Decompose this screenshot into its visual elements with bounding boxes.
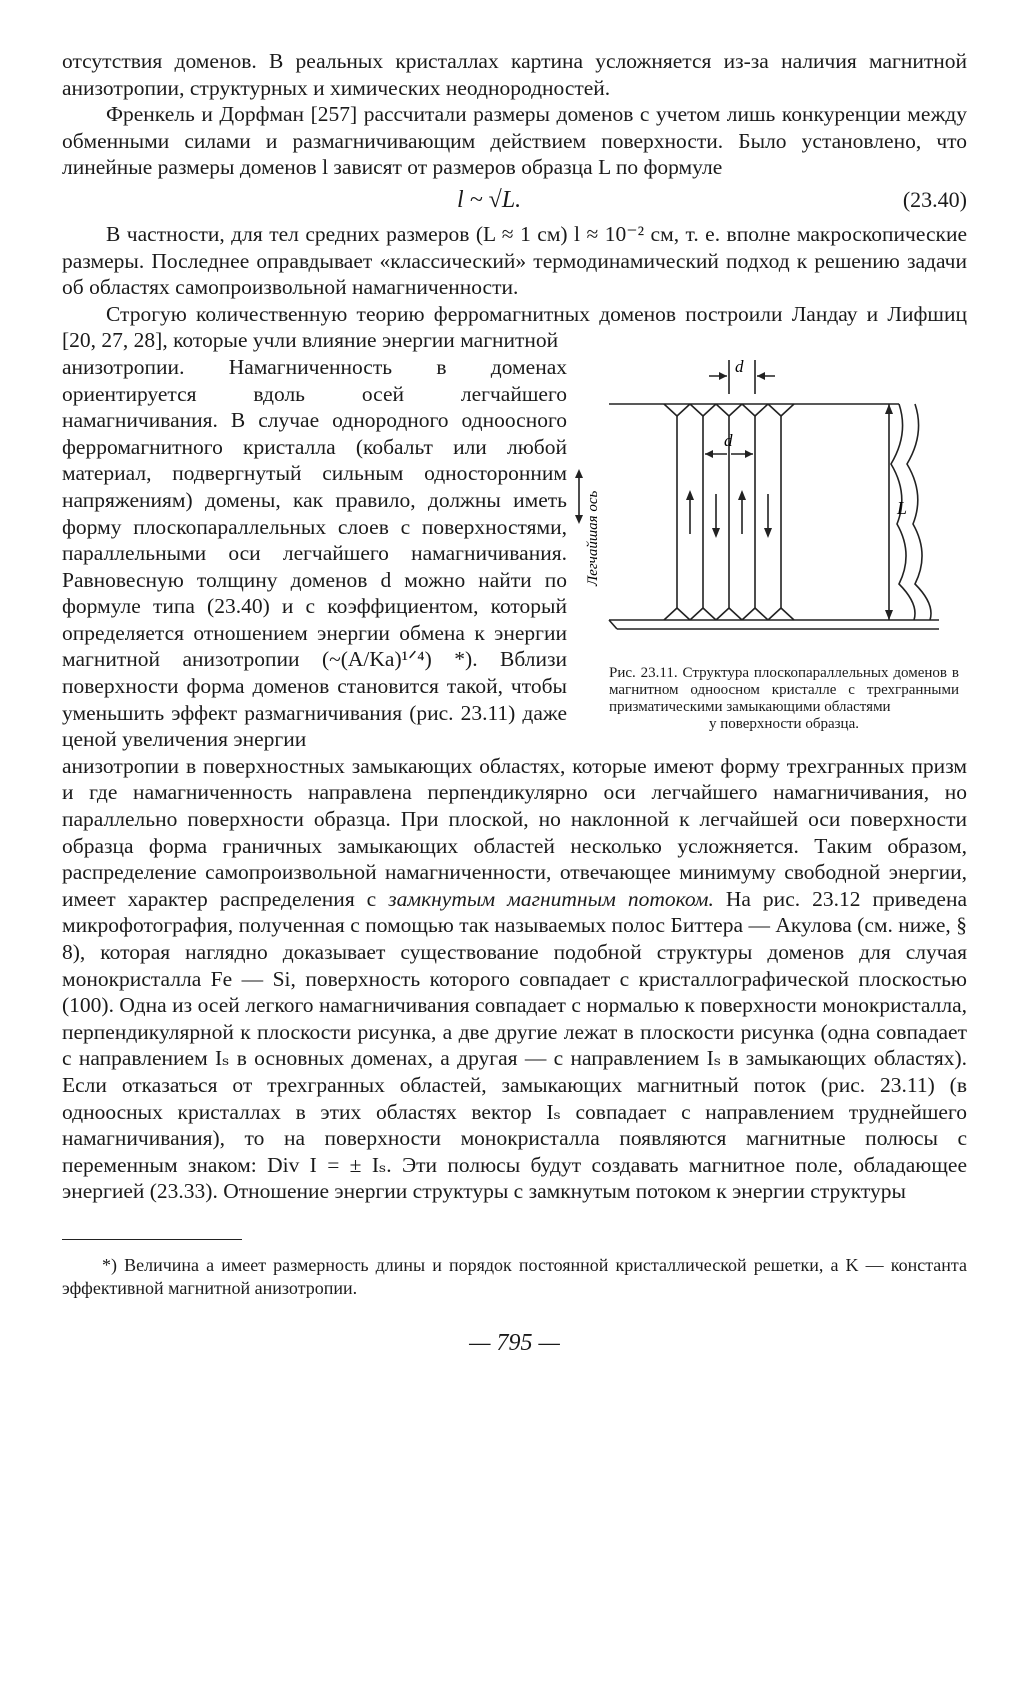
page-number: — 795 —	[469, 1329, 560, 1356]
paragraph-2: Френкель и Дорфман [257] рассчитали размеры доменов с учетом лишь конкуренции между обменными силами и размагничивающим действием поверхности. Было установлено, что линейные размеры доменов l зависят от размеров образца L по формуле	[62, 102, 967, 180]
paragraph-4a: Строгую количественную теорию ферромагнитных доменов построили Ландау и Лифшиц [20, 27, 28], которые учли влияние энергии магнитной	[62, 301, 967, 353]
paragraph-4c	[62, 753, 967, 1205]
caption-line-1: Рис. 23.11. Структура плоскопараллельных доменов в магнитном одноосном кристалле с трехгранными призматическими замыкающими областями	[609, 664, 959, 715]
label-L: L	[897, 497, 908, 518]
domain-structure-diagram	[569, 354, 967, 654]
formula-expression: l ~ √L.	[457, 186, 522, 213]
figure-caption	[609, 665, 959, 733]
caption-line-2: у поверхности образца.	[709, 715, 859, 732]
footnote: *) Величина a имеет размерность длины и порядок постоянной кристаллической решетки, а K — константа эффективной магнитной анизотропии.	[62, 1254, 967, 1298]
label-d-mid: d	[724, 430, 733, 450]
paragraph-4c-italic: замкнутым магнитным потоком.	[388, 886, 714, 911]
text-figure-wrap	[62, 354, 967, 753]
footnote-rule	[62, 1239, 242, 1240]
label-d-top: d	[735, 356, 744, 376]
paragraph-4b: анизотропии. Намагниченность в доменах ориентируется вдоль осей легчайшего намагничивания. В случае однородного одноосного ферромагнитного кристалла (кобальт или любой материал, подвергнутый сильным односторонним напряжениям) домены, как правило, должны иметь форму плоскопараллельных слоев с поверхностями, параллельными оси легчайшего намагничивания. Равновесную толщину доменов d можно найти по формуле типа (23.40) и с коэффициентом, который определяется отношением энергии обмена к энергии магнитной анизотропии (~(A/Ka)¹ᐟ⁴) *). Вблизи поверхности форма доменов становится такой, чтобы уменьшить эффект размагничивания (рис. 23.11) даже ценой увеличения энергии	[62, 354, 567, 752]
paragraph-4d-text: На рис. 23.12 приведена микрофотография, полученная с помощью так называемых полос Биттера — Акулова (см. ниже, § 8), которая наглядно доказывает существование подобной структуры доменов для случая монокристалла Fe — Si, поверхность которого совпадает с кристаллографической плоскостью (100). Одна из осей легкого намагничивания совпадает с нормалью к поверхности монокристалла, перпендикулярной к плоскости рисунка, а две другие лежат в плоскости рисунка (одна совпадает с направлением Iₛ в основных доменах, а другая — с направлением Iₛ в замыкающих областях). Если отказаться от трехгранных областей, замыкающих магнитный поток (рис. 23.11) (в одноосных кристаллах в этих областях вектор Iₛ совпадает с направлением труднейшего намагничивания), то на поверхности монокристалла появляются магнитные полюсы с переменным знаком: Div I = ± Iₛ. Эти полюсы будут создавать магнитное поле, обладающее энергией (23.33). Отношение энергии структуры с замкнутым потоком к энергии структуры	[62, 886, 968, 1204]
figure-23-11	[569, 354, 967, 753]
paragraph-3: В частности, для тел средних размеров (L ≈ 1 см) l ≈ 10⁻² см, т. е. вполне макроскопические размеры. Последнее оправдывает «классический» термодинамический подход к решению задачи об областях самопроизвольной намагниченности.	[62, 221, 967, 300]
page	[62, 48, 967, 1357]
formula-23-40	[62, 181, 967, 221]
paragraph-4c-text: анизотропии в поверхностных замыкающих областях, которые имеют форму трехгранных призм и где намагниченность направлена перпендикулярно оси легчайшего намагничивания, но параллельно поверхности образца. При плоской, но наклонной к легчайшей оси поверхности образца форма граничных замыкающих областей несколько усложняется. Таким образом, распределение самопроизвольной намагниченности, отвечающее минимуму свободной энергии, имеет характер распределения с	[62, 753, 967, 911]
formula-number: (23.40)	[902, 186, 967, 212]
axis-label: Легчайшая ось	[585, 490, 601, 586]
paragraph-1: отсутствия доменов. В реальных кристаллах картина усложняется из-за наличия магнитной анизотропии, структурных и химических неоднородностей.	[62, 49, 967, 100]
wrapped-text-column	[62, 354, 567, 753]
